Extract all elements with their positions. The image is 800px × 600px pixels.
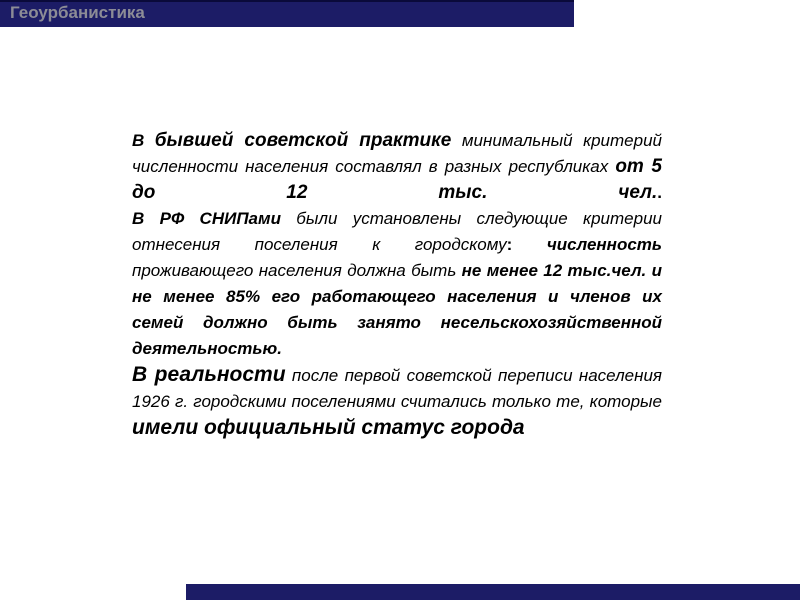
text-lead-letter: В [132, 131, 145, 150]
paragraph-soviet-practice [132, 128, 662, 206]
footer-bar [186, 584, 800, 600]
header-title: Геоурбанистика [10, 3, 145, 22]
text-official-status: имели официальный статус города [132, 416, 525, 439]
text-population-word: численность [546, 235, 662, 254]
text-soviet-practice: бывшей советской практике [154, 130, 452, 151]
text-population-range: от 5 до 12 тыс. чел. [132, 156, 662, 203]
paragraph-reality [132, 362, 662, 442]
text-population-must: проживающего населения должна быть [132, 261, 457, 280]
text-rf-snip: В РФ СНИПами [132, 209, 281, 228]
text-census: после первой советской переписи населения 1926 г. городскими поселениями считались только те, которые [132, 366, 662, 411]
header-bar [0, 0, 574, 27]
paragraph-rf-snip [132, 206, 662, 362]
text-in-reality: В реальности [132, 363, 286, 386]
header-bar-accent [0, 0, 574, 2]
text-criteria-intro: были установлены следующие критерии отнесения поселения к городскому [132, 209, 662, 254]
text-period: . [657, 183, 662, 202]
text-criterion: минимальный критерий численности населения составлял в разных республиках [132, 131, 662, 176]
text-colon: : [506, 235, 513, 254]
slide-body [132, 128, 662, 442]
text-thresholds: не менее 12 тыс.чел. и не менее 85% его работающего населения и членов их семей должно быть занято несельскохозяйственной деятельностью. [132, 261, 662, 358]
